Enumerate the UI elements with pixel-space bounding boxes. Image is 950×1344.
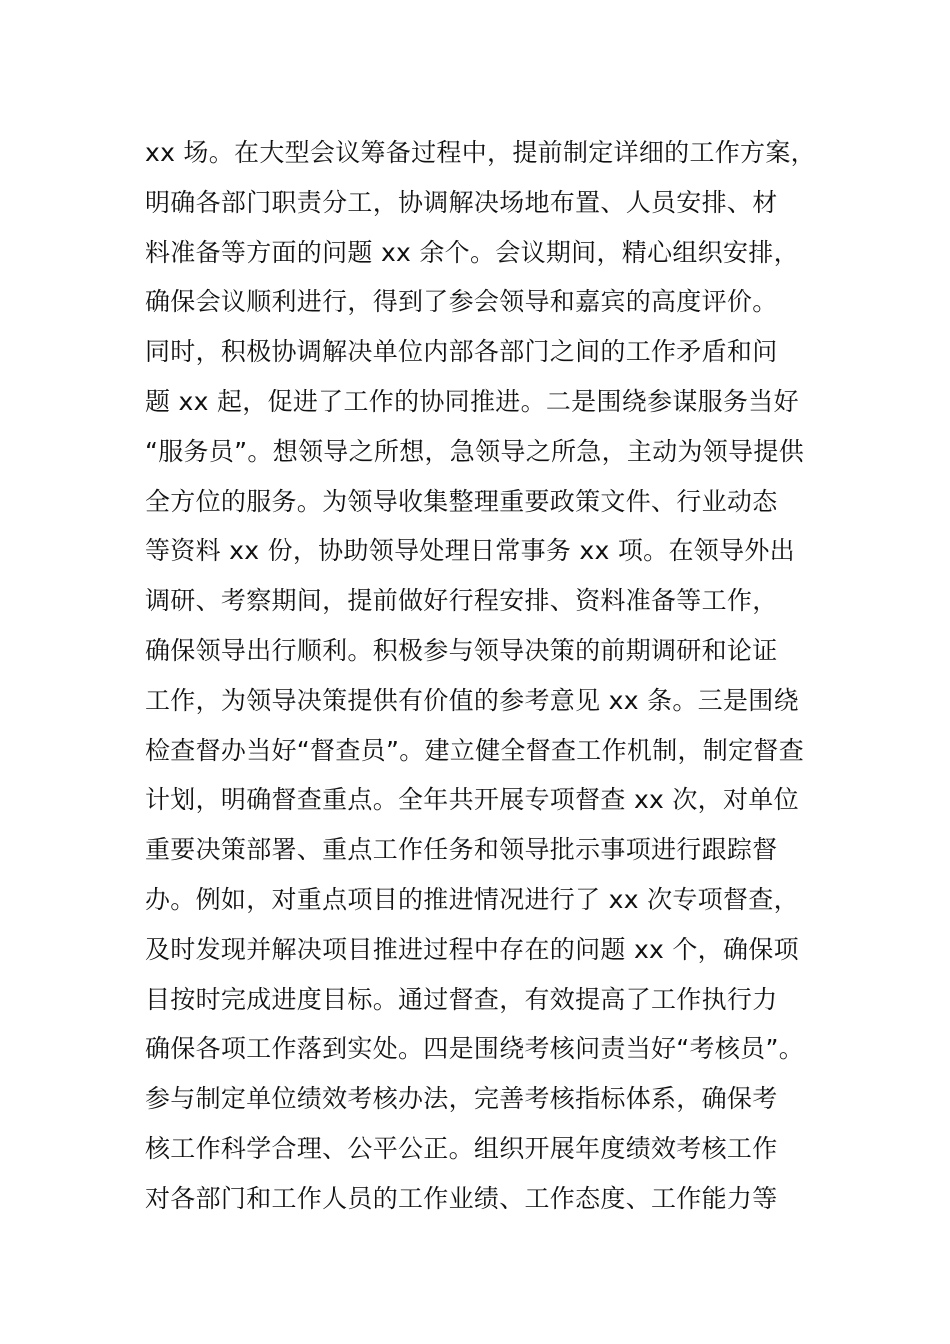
text-line: 同时，积极协调解决单位内部各部门之间的工作矛盾和问: [145, 337, 778, 367]
body-text: [145, 128, 825, 1224]
text-line: 核工作科学合理、公平公正。组织开展年度绩效考核工作: [145, 1133, 778, 1163]
text-line: 办。例如，对重点项目的推进情况进行了 xx 次专项督查，: [145, 884, 799, 914]
text-line: 明确各部门职责分工，协调解决场地布置、人员安排、材: [145, 187, 778, 217]
text-line: 等资料 xx 份，协助领导处理日常事务 xx 项。在领导外出: [145, 536, 795, 566]
text-line: “服务员”。想领导之所想，急领导之所急，主动为领导提供: [145, 436, 805, 466]
text-line: xx 场。在大型会议筹备过程中，提前制定详细的工作方案，: [145, 138, 816, 167]
text-line: 确保领导出行顺利。积极参与领导决策的前期调研和论证: [145, 635, 778, 665]
text-line: 工作，为领导决策提供有价值的参考意见 xx 条。三是围绕: [145, 685, 799, 715]
text-line: 料准备等方面的问题 xx 余个。会议期间，精心组织安排，: [145, 237, 799, 267]
text-line: 及时发现并解决项目推进过程中存在的问题 xx 个，确保项: [145, 934, 799, 964]
text-line: 调研、考察期间，提前做好行程安排、资料准备等工作，: [145, 586, 778, 616]
text-line: 全方位的服务。为领导收集整理重要政策文件、行业动态: [145, 486, 778, 516]
text-line: 确保各项工作落到实处。四是围绕考核问责当好“考核员”。: [145, 1034, 805, 1064]
text-line: 计划，明确督查重点。全年共开展专项督查 xx 次，对单位: [145, 785, 799, 815]
text-line: 对各部门和工作人员的工作业绩、工作态度、工作能力等: [145, 1183, 778, 1213]
text-line: 确保会议顺利进行，得到了参会领导和嘉宾的高度评价。: [145, 287, 778, 317]
text-line: 目按时完成进度目标。通过督查，有效提高了工作执行力: [145, 984, 778, 1014]
text-line: 检查督办当好“督查员”。建立健全督查工作机制，制定督查: [145, 735, 805, 765]
text-line: 重要决策部署、重点工作任务和领导批示事项进行跟踪督: [145, 835, 778, 865]
text-line: 参与制定单位绩效考核办法，完善考核指标体系，确保考: [145, 1084, 778, 1114]
text-line: 题 xx 起，促进了工作的协同推进。二是围绕参谋服务当好: [145, 386, 799, 416]
